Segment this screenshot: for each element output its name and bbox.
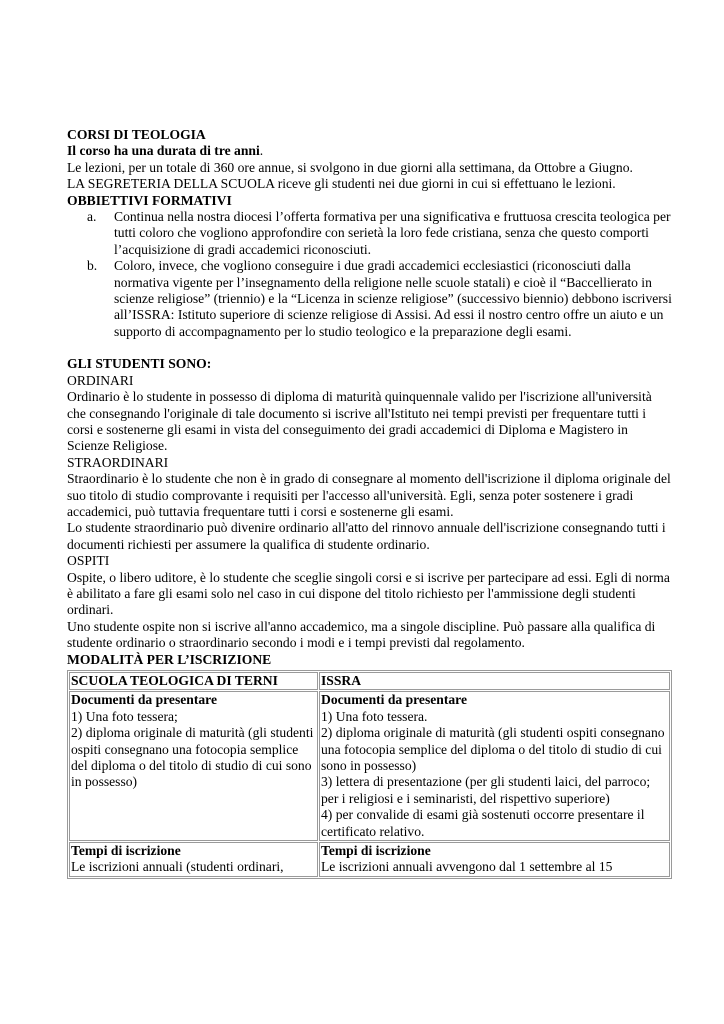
ospiti-heading: OSPITI xyxy=(67,553,110,569)
secretariat-paragraph: LA SEGRETERIA DELLA SCUOLA riceve gli studenti nei due giorni in cui si effettuano le lezioni. xyxy=(67,176,616,192)
ospiti-paragraph: Ospite, o libero uditore, è lo studente che sceglie singoli corsi e si iscrive per partecipare ad essi. Egli di norma è abilitato a fare gli esami solo nel caso in cui dispone del titolo richiesto per l'ammissione degli studenti ordinari. xyxy=(67,569,670,618)
ospiti-paragraph-2: Uno studente ospite non si iscrive all'anno accademico, ma a singole discipline. Può passare alla qualifica di studente ordinario o straordinario secondo i modi e i tempi previsti dal regolamento. xyxy=(67,618,656,651)
table-header-row xyxy=(69,672,670,690)
cell-line: 3) lettera di presentazione (per gli studenti laici, del parroco; per i religiosi e i seminaristi, del rispettivo superiore) xyxy=(321,774,651,806)
table-cell-issra-timing xyxy=(319,842,670,877)
table-cell-terni-timing xyxy=(69,842,318,877)
table-row xyxy=(69,842,670,877)
spacer xyxy=(67,340,673,356)
section-title-corsi: CORSI DI TEOLOGIA xyxy=(67,127,206,142)
objective-marker: b. xyxy=(87,258,98,274)
cell-title: Documenti da presentare xyxy=(71,692,217,708)
straordinari-paragraph-2: Lo studente straordinario può divenire ordinario all'atto del rinnovo annuale dell'iscrizione consegnando tutti i documenti richiesti per assumere la qualifica di studente ordinario. xyxy=(67,520,666,552)
lessons-paragraph: Le lezioni, per un totale di 360 ore annue, si svolgono in due giorni alla settimana, da Ottobre a Giugno. xyxy=(67,159,633,175)
straordinari-paragraph: Straordinario è lo studente che non è in grado di consegnare al momento dell'iscrizione il diploma originale del suo titolo di studio comprovante i requisiti per l'accesso all'università. Egli, senza poter sostenere i gradi accademici, può tuttavia frequentare tutti i corsi e sostenerne gli esami. xyxy=(67,471,671,519)
cell-line: 1) Una foto tessera; xyxy=(71,708,178,724)
course-duration-text: Il corso ha una durata di tre anni xyxy=(67,143,260,159)
cell-title: Tempi di iscrizione xyxy=(71,843,181,859)
table-header-terni: SCUOLA TEOLOGICA DI TERNI xyxy=(69,672,318,690)
table-header-issra: ISSRA xyxy=(319,672,670,690)
objective-text: Coloro, invece, che vogliono conseguire i due gradi accademici ecclesiastici (riconosciuti dalla normativa vigente per l’insegnamento della religione nelle scuole statali) e cioè il “Baccellierato in scienze religiose” (triennio) e la “Licenza in scienze religiose” (successivo biennio) debbono iscriversi all’ISSRA: Istituto superiore di scienze religiose di Assisi. Ad essi il nostro centro offre un aiuto e un supporto di accompagnamento per lo studio teologico e la preparazione degli esami. xyxy=(114,258,672,339)
section-title-studenti: GLI STUDENTI SONO: xyxy=(67,356,212,372)
course-duration-punct: . xyxy=(259,143,264,159)
objective-item xyxy=(67,258,673,340)
cell-line: 2) diploma originale di maturità (gli studenti ospiti consegnano una fotocopia semplice del diploma o del titolo di studio di cui sono in possesso) xyxy=(71,725,314,790)
course-duration xyxy=(67,143,673,159)
section-title-obiettivi: OBBIETTIVI FORMATIVI xyxy=(67,192,232,208)
table-cell-terni-documents xyxy=(69,691,318,841)
objective-text: Continua nella nostra diocesi l’offerta formativa per una significativa e fruttuosa crescita teologica per tutti coloro che vogliono approfondire con serietà la loro fede cristiana, senza che questo comporti l’acquisizione di gradi accademici riconosciuti. xyxy=(114,209,671,257)
cell-title: Documenti da presentare xyxy=(321,692,467,708)
objectives-list xyxy=(67,209,673,340)
cell-line: 2) diploma originale di maturità (gli studenti ospiti consegnano una fotocopia semplice del diploma o del titolo di studio di cui sono in possesso) xyxy=(321,725,665,774)
enrollment-table xyxy=(67,670,672,879)
objective-marker: a. xyxy=(87,209,97,225)
cell-title: Tempi di iscrizione xyxy=(321,843,431,859)
straordinari-heading: STRAORDINARI xyxy=(67,454,169,470)
ordinari-paragraph: Ordinario è lo studente in possesso di diploma di maturità quinquennale valido per l'iscrizione all'università che consegnando l'originale di tale documento si iscrive all'Istituto nei tempi previsti per frequentare tutti i corsi e sostenerne gli esami in vista del conseguimento dei gradi accademici di Diploma e Magistero in Scienze Religiose. xyxy=(67,389,652,454)
cell-line: 1) Una foto tessera. xyxy=(321,708,428,724)
cell-line: 4) per convalide di esami già sostenuti occorre presentare il certificato relativo. xyxy=(321,807,645,839)
document-page xyxy=(67,127,673,879)
ordinari-heading: ORDINARI xyxy=(67,372,134,388)
table-row xyxy=(69,691,670,841)
cell-line: Le iscrizioni annuali avvengono dal 1 settembre al 15 xyxy=(321,859,613,875)
objective-item xyxy=(67,209,673,258)
table-cell-issra-documents xyxy=(319,691,670,841)
cell-line: Le iscrizioni annuali (studenti ordinari, xyxy=(71,859,284,875)
section-title-modalita: MODALITÀ PER L’ISCRIZIONE xyxy=(67,651,272,667)
